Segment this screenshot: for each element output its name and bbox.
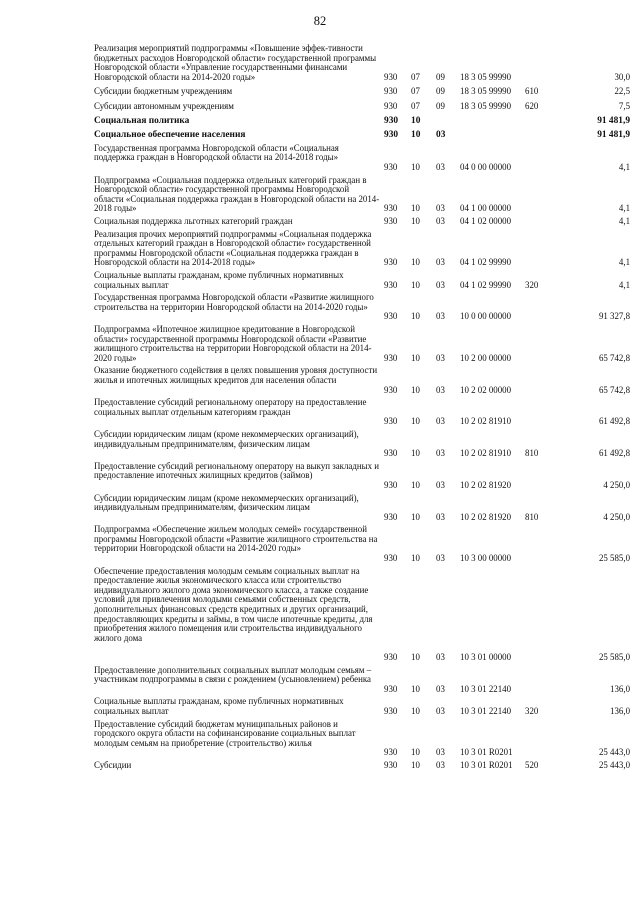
row-cs: 04 1 02 99990 — [460, 279, 512, 290]
row-rz: 10 — [411, 161, 420, 172]
table-row — [0, 144, 640, 173]
row-rz: 10 — [411, 652, 420, 663]
row-cs: 04 0 00 00000 — [460, 161, 512, 172]
row-pr: 03 — [436, 553, 445, 564]
row-rz: 07 — [411, 100, 420, 111]
row-name: Субсидии юридическим лицам (кроме некоммерческих организаций), индивидуальным предпринимателям, физическим лицам — [94, 428, 359, 449]
row-name: Обеспечение предоставления молодым семьям социальных выплат на предоставление жилья экономического класса или строительство индивидуального жилого дома экономического класса, а также создание условий для привлечения молодыми семьями собственных средств, дополнительных финансовых средств кредитных и других организаций, предоставляющих кредиты и займы, в том числе ипотечные кредиты, для приобретения жилого помещения или строительства индивидуального жилого дома — [94, 565, 373, 643]
row-rz: 10 — [411, 448, 420, 459]
row-pr: 03 — [436, 215, 445, 226]
row-sum: 65 742,8 — [598, 384, 630, 395]
table-row — [0, 325, 640, 363]
row-pr: 03 — [436, 479, 445, 490]
row-rz: 10 — [411, 553, 420, 564]
row-name: Социальная политика — [94, 115, 190, 126]
row-name: Субсидии автономным учреждениям — [94, 100, 234, 111]
row-cs: 10 2 02 00000 — [460, 384, 512, 395]
row-cs: 10 3 01 R0201 — [460, 747, 513, 758]
row-cs: 18 3 05 99990 — [460, 100, 512, 111]
row-pr: 03 — [436, 747, 445, 758]
row-pr: 03 — [436, 384, 445, 395]
row-rz: 10 — [411, 279, 420, 290]
row-sum: 136,0 — [610, 683, 630, 694]
row-gr: 930 — [384, 683, 398, 694]
row-cs: 18 3 05 99990 — [460, 71, 512, 82]
row-gr: 930 — [384, 115, 399, 126]
row-rz: 10 — [411, 115, 421, 126]
row-pr: 03 — [436, 257, 445, 268]
row-sum: 4 250,0 — [603, 511, 630, 522]
row-rz: 10 — [411, 511, 420, 522]
table-row — [0, 176, 640, 214]
row-gr: 930 — [384, 130, 399, 141]
row-name: Государственная программа Новгородской области «Социальная поддержка граждан в Новгородской области на 2014-2018 годы» — [94, 142, 339, 163]
table-row — [0, 217, 640, 227]
table-row — [0, 87, 640, 97]
row-gr: 930 — [384, 257, 398, 268]
row-pr: 03 — [436, 448, 445, 459]
row-gr: 930 — [384, 71, 398, 82]
row-rz: 10 — [411, 760, 420, 771]
row-gr: 930 — [384, 706, 398, 717]
table-row — [0, 761, 640, 771]
row-sum: 61 492,8 — [598, 416, 630, 427]
table-row — [0, 398, 640, 427]
table-row — [0, 462, 640, 491]
table-row — [0, 293, 640, 322]
row-gr: 930 — [384, 416, 398, 427]
row-name: Субсидии юридическим лицам (кроме некоммерческих организаций), индивидуальным предпринимателям, физическим лицам — [94, 492, 359, 513]
row-sum: 4,1 — [618, 279, 630, 290]
row-gr: 930 — [384, 511, 398, 522]
table-row — [0, 102, 640, 112]
row-name: Субсидии — [94, 760, 132, 771]
table-row — [0, 131, 640, 141]
row-rz: 10 — [411, 416, 420, 427]
row-gr: 930 — [384, 161, 398, 172]
row-gr: 930 — [384, 553, 398, 564]
budget-table — [0, 44, 640, 771]
row-sum: 4 250,0 — [603, 479, 630, 490]
row-sum: 61 492,8 — [598, 448, 630, 459]
table-row — [0, 567, 640, 663]
row-pr: 03 — [436, 706, 445, 717]
row-vr: 520 — [525, 760, 539, 771]
table-row — [0, 430, 640, 459]
row-sum: 25 585,0 — [598, 553, 630, 564]
table-row — [0, 720, 640, 758]
row-cs: 04 1 00 00000 — [460, 203, 512, 214]
row-pr: 03 — [436, 652, 445, 663]
row-name: Подпрограмма «Ипотечное жилищное кредитование в Новгородской области» государственной программы Новгородской области «Развитие жилищного строительства на территории Новгородской области на 2014-2020 годы» — [94, 323, 372, 363]
row-rz: 07 — [411, 71, 420, 82]
row-name: Предоставление субсидий региональному оператору на выкуп закладных и предоставление ипотечных жилищных кредитов (займов) — [94, 460, 379, 481]
table-row — [0, 666, 640, 695]
row-sum: 4,1 — [618, 161, 630, 172]
row-cs: 10 3 01 22140 — [460, 683, 512, 694]
row-sum: 91 481,9 — [597, 130, 630, 141]
row-cs: 10 3 01 R0201 — [460, 760, 513, 771]
row-rz: 10 — [411, 683, 420, 694]
row-sum: 136,0 — [610, 706, 630, 717]
row-pr: 03 — [436, 760, 445, 771]
row-name: Предоставление дополнительных социальных выплат молодым семьям – участникам подпрограммы в связи с рождением (усыновлением) ребенка — [94, 664, 372, 685]
row-gr: 930 — [384, 100, 398, 111]
row-rz: 10 — [411, 706, 420, 717]
row-cs: 04 1 02 00000 — [460, 215, 512, 226]
row-sum: 91 327,8 — [598, 311, 630, 322]
table-row — [0, 525, 640, 563]
row-vr: 620 — [525, 100, 539, 111]
row-cs: 10 3 01 00000 — [460, 652, 512, 663]
row-vr: 320 — [525, 279, 539, 290]
table-row — [0, 494, 640, 523]
row-pr: 03 — [436, 203, 445, 214]
row-gr: 930 — [384, 86, 398, 97]
row-rz: 10 — [411, 352, 420, 363]
row-gr: 930 — [384, 747, 398, 758]
row-cs: 10 2 02 81920 — [460, 511, 512, 522]
row-vr: 320 — [525, 706, 539, 717]
row-cs: 10 2 02 81910 — [460, 448, 512, 459]
row-vr: 610 — [525, 86, 539, 97]
row-rz: 10 — [411, 257, 420, 268]
row-name: Государственная программа Новгородской области «Развитие жилищного строительства на территории Новгородской области на 2014-2020 годы» — [94, 292, 374, 312]
row-sum: 25 443,0 — [598, 760, 630, 771]
row-cs: 10 3 00 00000 — [460, 553, 512, 564]
row-pr: 03 — [436, 130, 446, 141]
row-name: Социальное обеспечение населения — [94, 130, 246, 141]
row-rz: 10 — [411, 311, 420, 322]
row-vr: 810 — [525, 511, 539, 522]
row-gr: 930 — [384, 760, 398, 771]
row-cs: 18 3 05 99990 — [460, 86, 512, 97]
row-cs: 10 2 02 81920 — [460, 479, 512, 490]
row-rz: 10 — [411, 479, 420, 490]
row-name: Социальная поддержка льготных категорий граждан — [94, 215, 293, 226]
page-number: 82 — [313, 14, 327, 28]
row-sum: 22,5 — [614, 86, 630, 97]
row-pr: 03 — [436, 311, 445, 322]
row-vr: 810 — [525, 448, 539, 459]
row-gr: 930 — [384, 448, 398, 459]
row-cs: 10 2 00 00000 — [460, 352, 512, 363]
table-row — [0, 44, 640, 82]
row-gr: 930 — [384, 479, 398, 490]
row-rz: 10 — [411, 130, 421, 141]
row-cs: 04 1 02 99990 — [460, 257, 512, 268]
row-pr: 03 — [436, 279, 445, 290]
row-pr: 03 — [436, 683, 445, 694]
row-name: Социальные выплаты гражданам, кроме публичных нормативных социальных выплат — [94, 696, 344, 717]
row-gr: 930 — [384, 384, 398, 395]
row-cs: 10 2 02 81910 — [460, 416, 512, 427]
row-rz: 10 — [411, 384, 420, 395]
row-pr: 03 — [436, 352, 445, 363]
row-name: Субсидии бюджетным учреждениям — [94, 86, 233, 97]
row-pr: 03 — [436, 416, 445, 427]
row-sum: 7,5 — [618, 100, 630, 111]
table-row — [0, 117, 640, 127]
row-sum: 30,0 — [614, 71, 630, 82]
row-cs: 10 3 01 22140 — [460, 706, 512, 717]
row-gr: 930 — [384, 652, 398, 663]
row-name: Предоставление субсидий бюджетам муниципальных районов и городского округа области на софинансирование социальных выплат молодым семьям на приобретение (строительство) жилья — [94, 718, 356, 748]
row-name: Реализация мероприятий подпрограммы «Повышение эффек-тивности бюджетных расходов Новгородской области» государственной программы Новгородской области «Управление государственными финансами Новгородской области на 2014-2020 годы» — [94, 43, 377, 82]
row-name: Подпрограмма «Социальная поддержка отдельных категорий граждан в Новгородской области» государственной программы Новгородской области «Социальная поддержка граждан в Новгородской области на 2014-2018 годы» — [94, 174, 380, 214]
row-sum: 4,1 — [618, 257, 630, 268]
row-gr: 930 — [384, 215, 398, 226]
row-name: Подпрограмма «Обеспечение жильем молодых семей» государственной программы Новгородской области «Развитие жилищного строительства на территории Новгородской области на 2014-2020 годы» — [94, 524, 378, 554]
row-pr: 09 — [436, 100, 445, 111]
row-rz: 10 — [411, 203, 420, 214]
row-sum: 4,1 — [618, 203, 630, 214]
row-name: Реализация прочих мероприятий подпрограммы «Социальная поддержка отдельных категорий граждан в Новгородской области» государственной программы Новгородской области «Социальная поддержка граждан в Новгородской области на 2014-2018 годы» — [94, 228, 372, 268]
row-name: Предоставление субсидий региональному оператору на предоставление социальных выплат отдельным категориям граждан — [94, 397, 367, 417]
row-name: Социальные выплаты гражданам, кроме публичных нормативных социальных выплат — [94, 269, 344, 290]
row-pr: 03 — [436, 511, 445, 522]
row-pr: 09 — [436, 71, 445, 82]
row-sum: 91 481,9 — [597, 115, 630, 126]
row-gr: 930 — [384, 279, 398, 290]
row-name: Оказание бюджетного содействия в целях повышения уровня доступности жилья и ипотечных жилищных кредитов для населения области — [94, 365, 378, 385]
row-sum: 25 443,0 — [598, 747, 630, 758]
row-sum: 65 742,8 — [598, 352, 630, 363]
row-rz: 10 — [411, 747, 420, 758]
row-gr: 930 — [384, 352, 398, 363]
table-row — [0, 697, 640, 716]
row-sum: 25 585,0 — [598, 652, 630, 663]
table-row — [0, 271, 640, 290]
row-cs: 10 0 00 00000 — [460, 311, 512, 322]
table-row — [0, 366, 640, 395]
row-gr: 930 — [384, 203, 398, 214]
row-rz: 07 — [411, 86, 420, 97]
row-rz: 10 — [411, 215, 420, 226]
row-sum: 4,1 — [618, 215, 630, 226]
row-pr: 03 — [436, 161, 445, 172]
row-gr: 930 — [384, 311, 398, 322]
table-row — [0, 230, 640, 268]
row-pr: 09 — [436, 86, 445, 97]
